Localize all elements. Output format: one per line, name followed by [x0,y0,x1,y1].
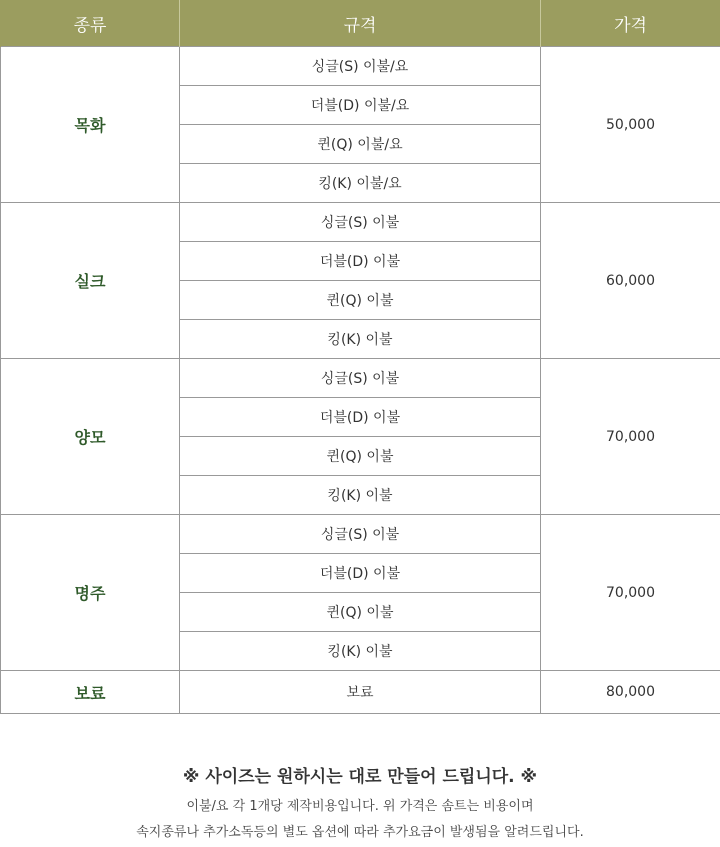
spec-cell: 퀸(Q) 이불 [180,281,541,320]
price-cell: 50,000 [541,47,720,203]
kind-cell: 양모 [1,359,180,515]
spec-cell: 킹(K) 이불 [180,320,541,359]
spec-cell: 더블(D) 이불 [180,398,541,437]
header-kind: 종류 [1,0,180,47]
header-price: 가격 [541,0,720,47]
spec-cell: 더블(D) 이불/요 [180,86,541,125]
notes-line: 속지종류나 추가소독등의 별도 옵션에 따라 추가요금이 발생됨을 알려드립니다. [0,821,720,840]
spec-cell: 싱글(S) 이불 [180,359,541,398]
spec-cell: 킹(K) 이불/요 [180,164,541,203]
spec-cell: 싱글(S) 이불 [180,515,541,554]
table-row [1,515,720,554]
table-row [1,359,720,398]
table-row [1,203,720,242]
kind-cell: 목화 [1,47,180,203]
notes-heading: ※ 사이즈는 원하시는 대로 만들어 드립니다. ※ [0,762,720,787]
kind-cell: 실크 [1,203,180,359]
table-row [1,671,720,714]
table-row [1,47,720,86]
spec-cell: 더블(D) 이불 [180,554,541,593]
price-cell: 70,000 [541,359,720,515]
table-header-row [1,0,720,47]
notes [0,762,720,847]
kind-cell: 보료 [1,671,180,714]
spec-cell: 보료 [180,671,541,714]
price-cell: 60,000 [541,203,720,359]
price-cell: 70,000 [541,515,720,671]
spec-cell: 킹(K) 이불 [180,476,541,515]
spec-cell: 킹(K) 이불 [180,632,541,671]
kind-cell: 명주 [1,515,180,671]
price-cell: 80,000 [541,671,720,714]
notes-line: 이불/요 각 1개당 제작비용입니다. 위 가격은 솜트는 비용이며 [0,795,720,814]
spec-cell: 싱글(S) 이불/요 [180,47,541,86]
spec-cell: 퀸(Q) 이불 [180,593,541,632]
spec-cell: 퀸(Q) 이불/요 [180,125,541,164]
spec-cell: 퀸(Q) 이불 [180,437,541,476]
header-spec: 규격 [180,0,541,47]
spec-cell: 싱글(S) 이불 [180,203,541,242]
spec-cell: 더블(D) 이불 [180,242,541,281]
